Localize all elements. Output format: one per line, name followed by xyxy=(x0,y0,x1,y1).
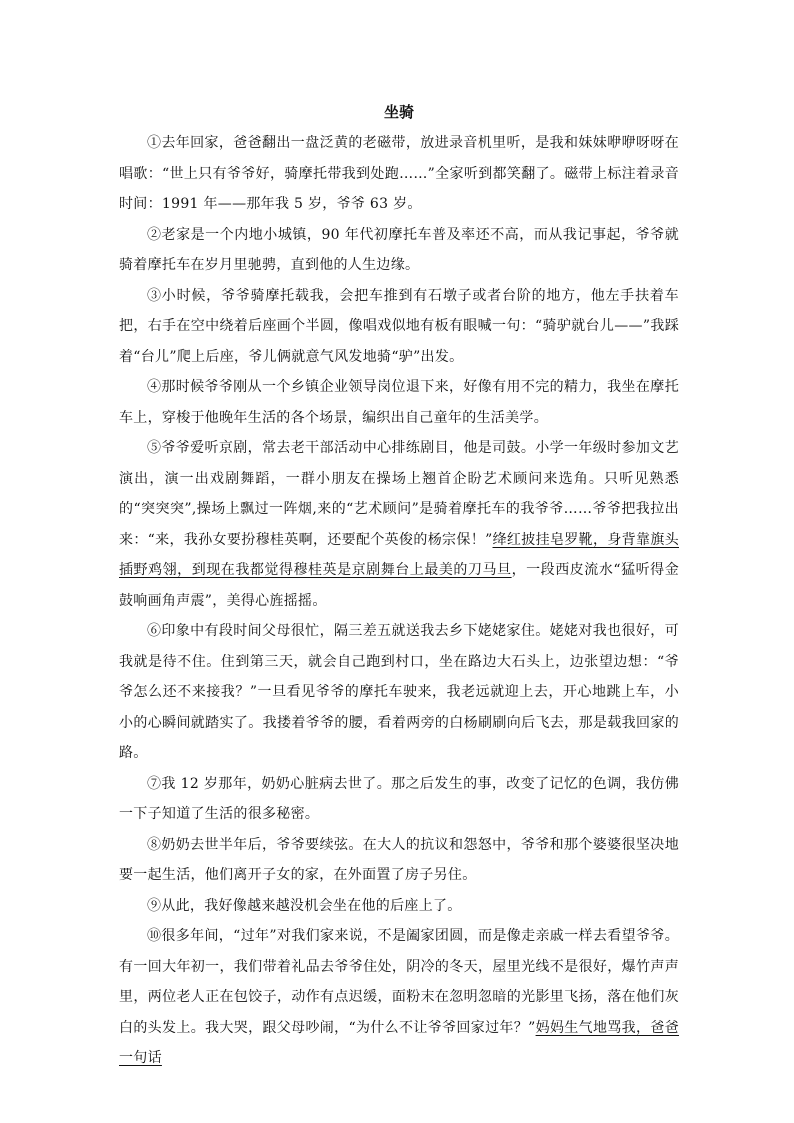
paragraph xyxy=(119,830,679,891)
paragraph-text: ⑦我 12 岁那年，奶奶心脏病去世了。那之后发生的事，改变了记忆的色调，我仿佛一下子知道了生活的很多秘密。 xyxy=(119,775,679,822)
paragraph-text: ⑩很多年间，“过年”对我们家来说，不是阖家团圆，而是像走亲戚一样去看望爷爷。有一回大年初一，我们带着礼品去爷爷住处，阴冷的冬天，屋里光线不是很好，爆竹声声里，两位老人正在包饺子，动作有点迟缓，面粉末在忽明忽暗的光影里飞扬，落在他们灰白的头发上。我大哭，跟父母吵闹，“为什么不让爷爷回家过年？” xyxy=(119,928,679,1036)
paragraph-text: ②老家是一个内地小城镇，90 年代初摩托车普及率还不高，而从我记事起，爷爷就骑着摩托车在岁月里驰骋，直到他的人生边缘。 xyxy=(119,226,679,273)
paragraph-text: ⑤爷爷爱听京剧，常去老干部活动中心排练剧目，他是司鼓。小学一年级时参加文艺演出，演一出戏剧舞蹈，一群小朋友在操场上翘首企盼艺术顾问来选角。只听见熟悉的“突突突”,操场上飘过一阵烟,来的“艺术顾问”是骑着摩托车的我爷爷……爷爷把我拉出来：“来，我孙女要扮穆桂英啊，还要配个英俊的杨宗保！” xyxy=(119,440,679,548)
paragraph xyxy=(119,372,679,433)
paragraph-text: ④那时候爷爷刚从一个乡镇企业领导岗位退下来，好像有用不完的精力，我坐在摩托车上，穿梭于他晚年生活的各个场景，编织出自己童年的生活美学。 xyxy=(119,379,679,426)
paragraph-text: ①去年回家，爸爸翻出一盘泛黄的老磁带，放进录音机里听，是我和妹妹咿咿呀呀在唱歌：“世上只有爷爷好，骑摩托带我到处跑……”全家听到都笑翻了。磁带上标注着录音时间：1991 年——那年我 5 岁，爷爷 63 岁。 xyxy=(119,135,679,212)
paragraph xyxy=(119,891,679,922)
paragraph-text: ⑨从此，我好像越来越没机会坐在他的后座上了。 xyxy=(147,897,462,914)
paragraph xyxy=(119,921,679,1074)
paragraph xyxy=(119,433,679,616)
paragraph-text: ，一段西皮流水“猛听得金鼓响画角声震”，美得心旌摇摇。 xyxy=(119,562,679,609)
paragraph xyxy=(119,769,679,830)
paragraph xyxy=(119,281,679,373)
underlined-text: 绛红披挂皂罗靴，身背靠旗头插野鸡翎，到现在我都觉得穆桂英是京剧舞台上最美的刀马旦 xyxy=(119,531,679,578)
document-page xyxy=(119,100,679,1074)
paragraph-text: ⑥印象中有段时间父母很忙，隔三差五就送我去乡下姥姥家住。姥姥对我也很好，可我就是待不住。住到第三天，就会自己跑到村口，坐在路边大石头上，边张望边想：“爷爷怎么还不来接我？”一旦看见爷爷的摩托车驶来，我老远就迎上去，开心地跳上车，小小的心瞬间就踏实了。我搂着爷爷的腰，看着两旁的白杨刷刷向后飞去，那是载我回家的路。 xyxy=(119,623,679,761)
paragraph xyxy=(119,616,679,769)
essay-body xyxy=(119,128,679,1074)
paragraph xyxy=(119,128,679,220)
underlined-text: 妈妈生气地骂我，爸爸一句话 xyxy=(119,1019,680,1066)
essay-title: 坐骑 xyxy=(383,103,414,121)
paragraph xyxy=(119,220,679,281)
paragraph-text: ⑧奶奶去世半年后，爷爷要续弦。在大人的抗议和怨怒中，爷爷和那个婆婆很坚决地要一起生活，他们离开子女的家，在外面置了房子另住。 xyxy=(119,836,679,883)
paragraph-text: ③小时候，爷爷骑摩托载我，会把车推到有石墩子或者台阶的地方，他左手扶着车把，右手在空中绕着后座画个半圆，像唱戏似地有板有眼喊一句：“骑驴就台儿——”我踩着“台儿”爬上后座，爷儿俩就意气风发地骑“驴”出发。 xyxy=(119,287,679,365)
